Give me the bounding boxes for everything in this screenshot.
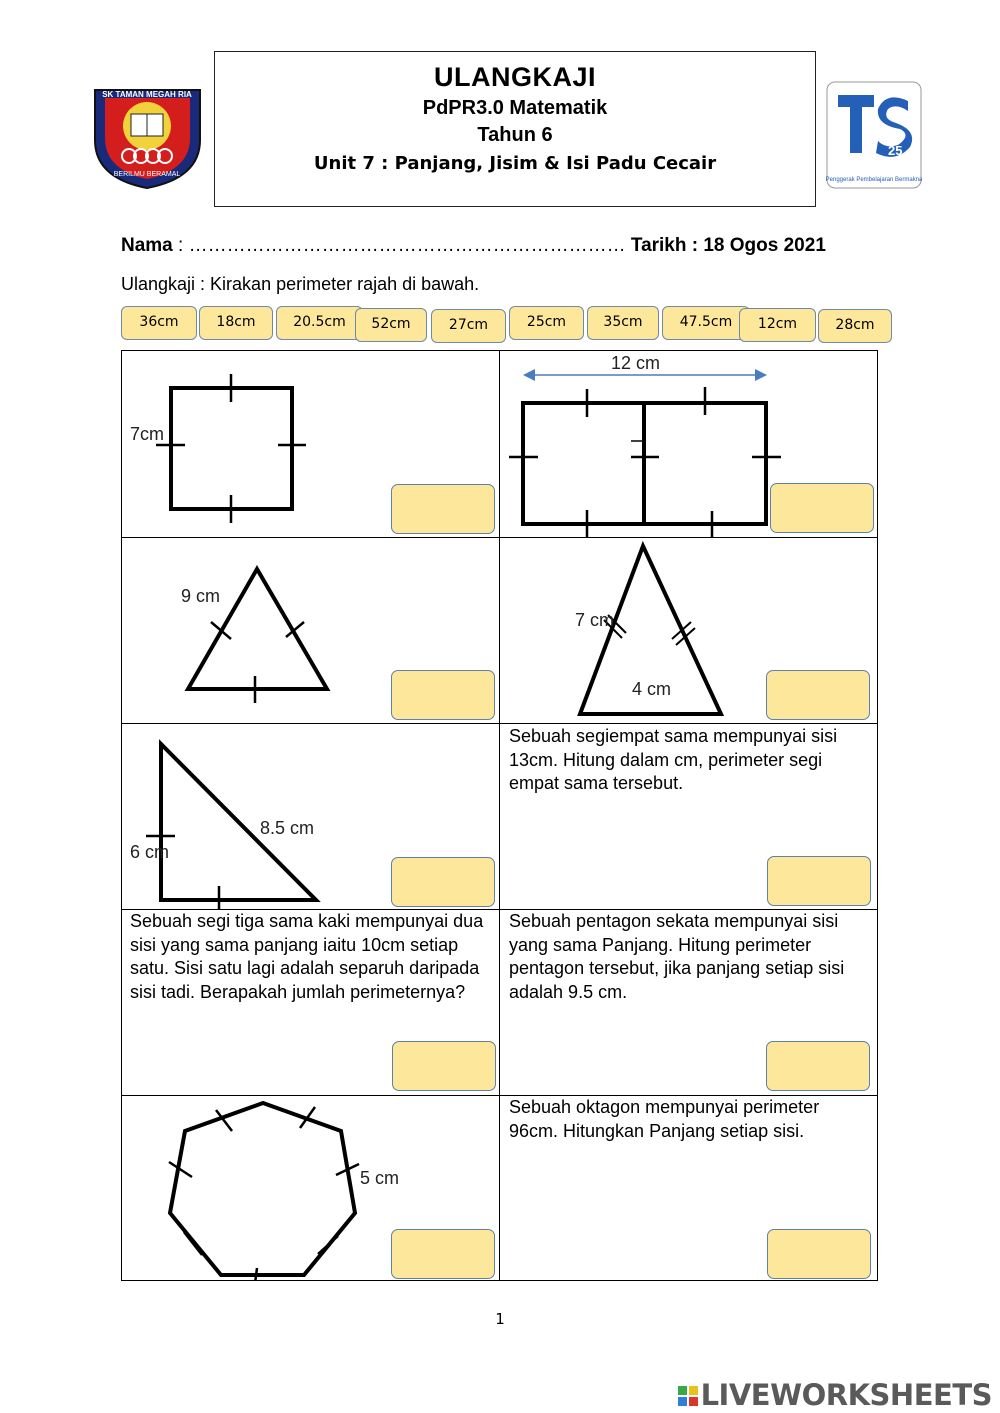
side-label: 5 cm — [360, 1168, 400, 1188]
unit-label: Unit 7 : Panjang, Jisim & Isi Padu Cecair — [313, 153, 717, 174]
answer-drop-box-6[interactable] — [767, 856, 871, 906]
answer-drop-box-2[interactable] — [770, 483, 874, 533]
school-logo-text: SK TAMAN MEGAH RIA — [102, 90, 192, 99]
side-label: 6 cm — [130, 842, 170, 862]
ts25-logo — [826, 81, 922, 189]
answer-chip-35cm[interactable]: 35cm — [587, 306, 659, 340]
answer-chip-25cm[interactable]: 25cm — [509, 306, 584, 340]
question-2-cell — [499, 350, 878, 538]
year-label: Tahun 6 — [477, 124, 553, 146]
side-label: 9 cm — [181, 586, 221, 606]
question-10-cell — [499, 1095, 878, 1281]
page-number: 1 — [495, 1310, 505, 1328]
school-motto: BERILMU BERAMAL — [113, 171, 181, 178]
answer-drop-box-1[interactable] — [391, 484, 495, 534]
liveworksheets-brand[interactable] — [677, 1378, 992, 1412]
answer-drop-box-8[interactable] — [766, 1041, 870, 1091]
question-6-cell — [499, 723, 878, 910]
question-8-cell — [499, 909, 878, 1096]
base-label: 4 cm — [632, 679, 672, 699]
side-label: 7 cm — [575, 610, 615, 630]
question-7-cell — [121, 909, 500, 1096]
answer-drop-box-7[interactable] — [392, 1041, 496, 1091]
answer-drop-box-5[interactable] — [391, 857, 495, 907]
answer-drop-box-9[interactable] — [391, 1229, 495, 1279]
question-grid — [121, 350, 878, 1281]
answer-chip-52cm[interactable]: 52cm — [355, 308, 427, 342]
answer-chip-36cm[interactable]: 36cm — [121, 306, 197, 340]
instruction: Ulangkaji : Kirakan perimeter rajah di bawah. — [121, 274, 480, 294]
ts25-logo-text: Penggerak Pembelajaran Bermakna — [826, 177, 922, 183]
name-label: Nama — [121, 235, 173, 256]
answer-chip-47-5cm[interactable]: 47.5cm — [662, 306, 750, 340]
liveworksheets-text: LIVEWORKSHEETS — [700, 1378, 992, 1412]
question-5-cell — [121, 723, 500, 910]
question-1-cell — [121, 350, 500, 538]
school-logo — [85, 78, 210, 190]
svg-text:25: 25 — [888, 143, 903, 158]
answer-drop-box-4[interactable] — [766, 670, 870, 720]
page-title: ULANGKAJI — [433, 62, 596, 92]
question-8-text: Sebuah pentagon sekata mempunyai sisi yang sama Panjang. Hitung perimeter pentagon tersebut, jika panjang setiap sisi adalah 9.5 cm. — [509, 911, 845, 1002]
hypotenuse-label: 8.5 cm — [260, 818, 315, 838]
date-label: Tarikh : 18 Ogos 2021 — [630, 235, 826, 256]
name-blank: : …………………………………………………………… — [178, 235, 626, 256]
answer-chip-28cm[interactable]: 28cm — [818, 309, 892, 343]
answer-drop-box-3[interactable] — [391, 670, 495, 720]
width-label: 12 cm — [611, 353, 661, 373]
answer-drop-box-10[interactable] — [767, 1229, 871, 1279]
answer-chip-18cm[interactable]: 18cm — [199, 306, 273, 340]
subtitle: PdPR3.0 Matematik — [422, 97, 608, 119]
answer-chip-20-5cm[interactable]: 20.5cm — [276, 306, 363, 340]
question-6-text: Sebuah segiempat sama mempunyai sisi 13cm. Hitung dalam cm, perimeter segi empat sama tersebut. — [509, 726, 838, 793]
answer-chip-27cm[interactable]: 27cm — [431, 309, 506, 343]
question-4-cell — [499, 537, 878, 724]
name-date-line — [121, 235, 826, 257]
title-box — [214, 51, 816, 207]
question-3-cell — [121, 537, 500, 724]
question-7-text: Sebuah segi tiga sama kaki mempunyai dua sisi yang sama panjang iaitu 10cm setiap satu. Sisi satu lagi adalah separuh daripada sisi tadi. Berapakah jumlah perimeternya? — [130, 911, 484, 1002]
question-10-text: Sebuah oktagon mempunyai perimeter 96cm. Hitungkan Panjang setiap sisi. — [509, 1097, 820, 1141]
question-9-cell — [121, 1095, 500, 1281]
liveworksheets-logo-icon — [677, 1385, 701, 1409]
side-label: 7cm — [130, 424, 165, 444]
answer-chip-12cm[interactable]: 12cm — [739, 308, 816, 342]
